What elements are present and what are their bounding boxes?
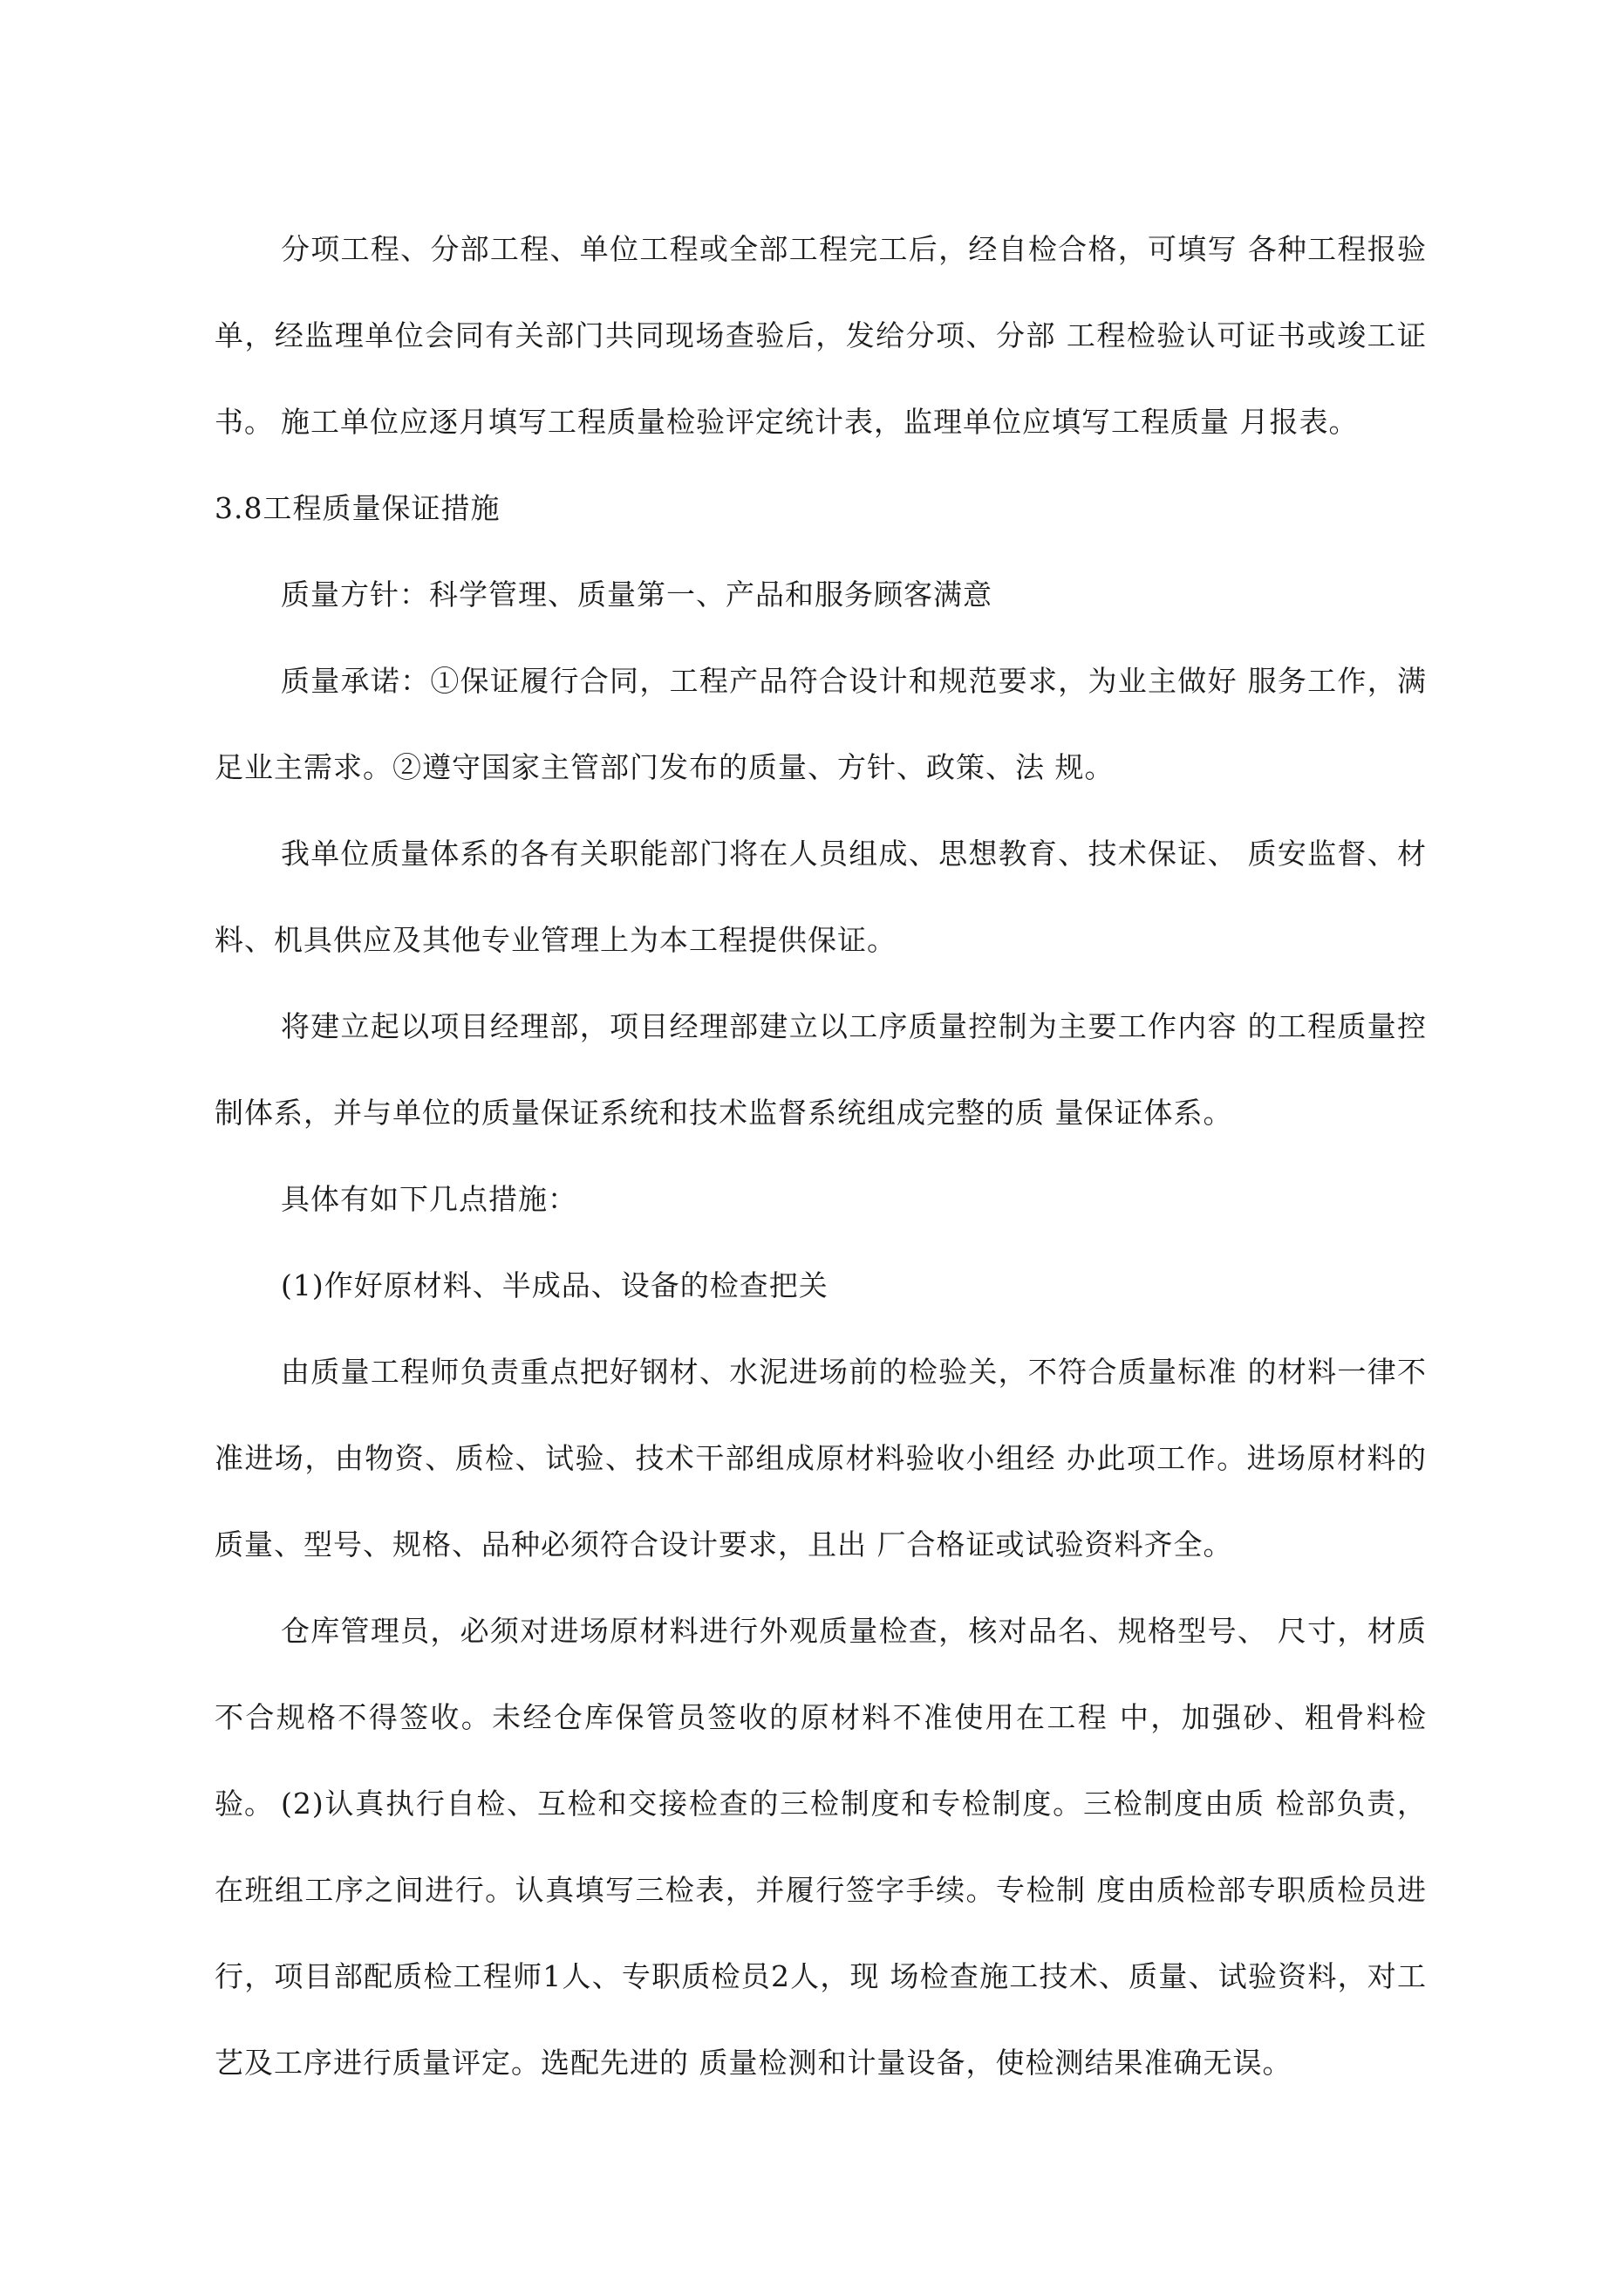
paragraph-measure-1-heading: (1)作好原材料、半成品、设备的检查把关 <box>281 1268 829 1302</box>
paragraph-quality-commitment: 质量承诺：①保证履行合同，工程产品符合设计和规范要求，为业主做好 服务工作，满足业主需求。②遵守国家主管部门发布的质量、方针、政策、法 规。 <box>215 664 1427 784</box>
paragraph-quality-policy: 质量方针：科学管理、质量第一、产品和服务顾客满意 <box>281 577 992 612</box>
paragraph-project-management-system: 将建立起以项目经理部，项目经理部建立以工序质量控制为主要工作内容 的工程质量控制体系，并与单位的质量保证系统和技术监督系统组成完整的质 量保证体系。 <box>215 1009 1427 1130</box>
paragraph-warehouse-inspection: 仓库管理员，必须对进场原材料进行外观质量检查，核对品名、规格型号、 尺寸，材质不合规格不得签收。未经仓库保管员签收的原材料不准使用在工程 中，加强砂、粗骨料检验。 <box>215 1614 1427 1821</box>
section-heading-quality-measures: 3.8工程质量保证措施 <box>215 491 501 525</box>
paragraph-measures-intro: 具体有如下几点措施： <box>281 1182 577 1216</box>
paragraph-completion-inspection: 分项工程、分部工程、单位工程或全部工程完工后，经自检合格，可填写 各种工程报验单，经监理单位会同有关部门共同现场查验后，发给分项、分部 工程检验认可证书或竣工证书。 <box>215 232 1427 439</box>
paragraph-material-inspection: 由质量工程师负责重点把好钢材、水泥进场前的检验关，不符合质量标准 的材料一律不准进场，由物资、质检、试验、技术干部组成原材料验收小组经 办此项工作。进场原材料的质量、型号、规格、品种必须符合设计要求，且出 厂合格证或试验资料齐全。 <box>215 1355 1427 1561</box>
paragraph-quality-system-departments: 我单位质量体系的各有关职能部门将在人员组成、思想教育、技术保证、 质安监督、材料、机具供应及其他专业管理上为本工程提供保证。 <box>215 837 1427 957</box>
paragraph-measure-2-three-checks: (2)认真执行自检、互检和交接检查的三检制度和专检制度。三检制度由质 检部负责，在班组工序之间进行。认真填写三检表，并履行签字手续。专检制 度由质检部专职质检员进行，项目部配质检工程师1人、专职质检员2人，现 场检查施工技术、质量、试验资料，对工艺及工序进行质量评定。选配先进的 质量检测和计量设备，使检测结果准确无误。 <box>215 1787 1427 2080</box>
paragraph-monthly-report: 施工单位应逐月填写工程质量检验评定统计表，监理单位应填写工程质量 月报表。 <box>281 405 1359 439</box>
